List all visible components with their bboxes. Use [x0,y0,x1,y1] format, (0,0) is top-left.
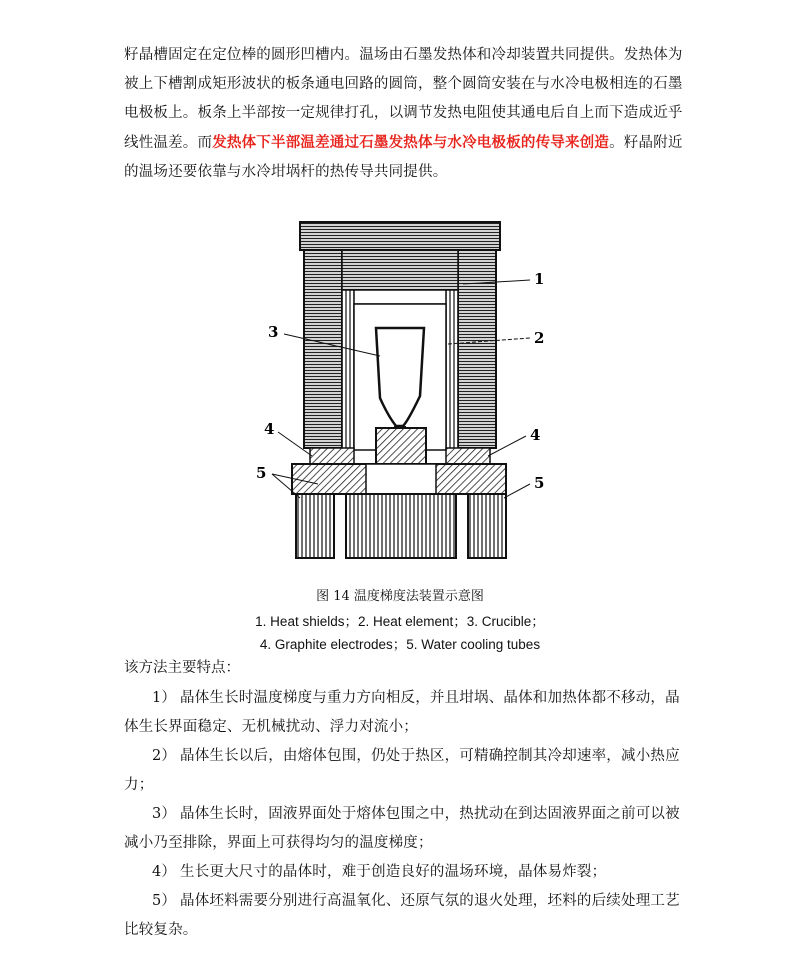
label-1: 1 [534,270,545,288]
list-item: 3） 晶体生长时，固液界面处于熔体包围之中，热扰动在到达固液界面之前可以被减小乃至排除，界面上可获得均匀的温度梯度； [124,806,680,851]
features-list [124,684,684,945]
heat-shield-left [304,250,342,448]
label-5-right: 5 [534,474,545,492]
water-cooling-tube-left [296,494,334,558]
label-3: 3 [268,323,279,341]
heat-element-left [342,290,354,450]
water-cooling-tube-right [468,494,506,558]
seed-holder [376,428,426,468]
heat-shield-right [458,250,496,448]
label-5-left: 5 [256,464,267,482]
graphite-electrode-left [310,448,354,464]
list-item: 5） 晶体坯料需要分别进行高温氧化、还原气氛的退火处理，坯料的后续处理工艺比较复杂。 [124,893,680,938]
features-heading: 该方法主要特点： [124,660,240,676]
list-item: 4） 生长更大尺寸的晶体时，难于创造良好的温场环境，晶体易炸裂； [152,864,607,880]
list-item: 1） 晶体生长时温度梯度与重力方向相反，并且坩埚、晶体和加热体都不移动，晶体生长界面稳定、无机械扰动、浮力对流小； [124,690,680,735]
label-4-left: 4 [264,420,275,438]
figure-caption: 图 14 温度梯度法装置示意图 [316,589,484,604]
heat-element-right [446,290,458,450]
crucible-rod [346,494,456,558]
figure-legend-line-2: 4. Graphite electrodes；5. Water cooling tubes [259,637,541,652]
intro-highlight: 发热体下半部温差通过石墨发热体与水冷电极板的传导来创造 [212,134,610,151]
label-2: 2 [534,329,545,347]
figure-legend-line-1: 1. Heat shields；2. Heat element；3. Crucible； [255,614,545,629]
inner-shield-top [342,250,458,290]
intro-text-2: 。籽晶附近的温场还要依靠与水冷坩埚杆的热传导共同提供。 [124,135,683,180]
graphite-electrode-right [446,448,490,464]
apparatus-diagram [248,216,553,561]
heat-shield-top [300,222,500,250]
intro-text-1: 籽晶槽固定在定位棒的圆形凹槽内。温场由石墨发热体和冷却装置共同提供。发热体为被上下槽割成矩形波状的板条通电回路的圆筒，整个圆筒安装在与水冷电极相连的石墨电极板上。板条上半部按一定规律打孔，以调节发热电阻使其通电后自上而下造成近乎线性温差。而 [124,47,683,151]
label-4-right: 4 [530,426,541,444]
intro-paragraph [124,41,684,187]
list-item: 2） 晶体生长以后，由熔体包围，仍处于热区，可精确控制其冷却速率，减小热应力； [124,748,680,793]
